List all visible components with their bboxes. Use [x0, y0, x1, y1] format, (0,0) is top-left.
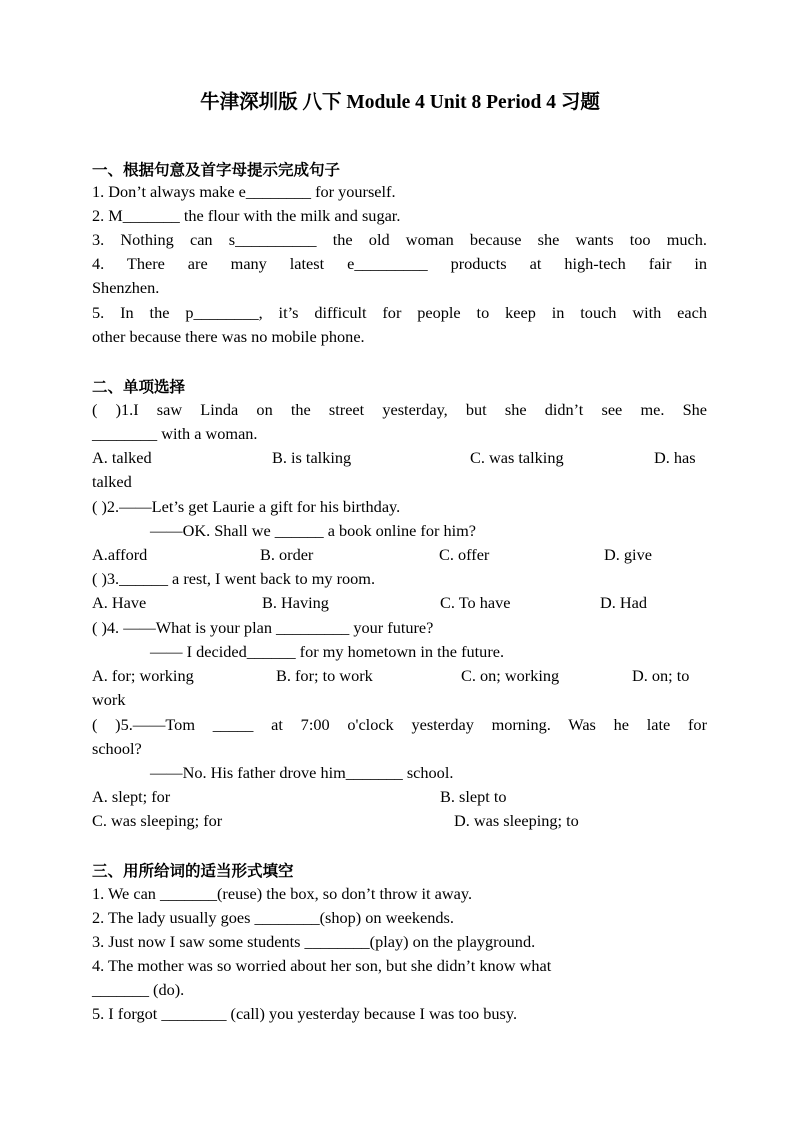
s1-line-2: 2. M_______ the flour with the milk and sugar.: [92, 206, 401, 225]
s3-line-6: 5. I forgot ________ (call) you yesterday because I was too busy.: [92, 1004, 518, 1023]
q3-option-b: B. Having: [262, 593, 329, 612]
s3-line-1: 1. We can _______(reuse) the box, so don’t throw it away.: [92, 884, 473, 903]
section2-heading: 二、单项选择: [92, 378, 186, 396]
q1-option-c: C. was talking: [470, 448, 564, 467]
q1-stem-1: ( )1.I saw Linda on the street yesterday, but she didn’t see me. She: [92, 400, 707, 419]
q3-stem-1: ( )3.______ a rest, I went back to my room.: [92, 569, 376, 588]
q1-option-a: A. talked: [92, 448, 152, 467]
s3-line-3: 3. Just now I saw some students ________(play) on the playground.: [92, 932, 536, 951]
q4-option-c: C. on; working: [461, 666, 560, 685]
q5-stem-1: ( )5.——Tom _____ at 7:00 o'clock yesterday morning. Was he late for: [92, 715, 707, 734]
page-title: 牛津深圳版 八下 Module 4 Unit 8 Period 4 习题: [200, 92, 600, 113]
q5-option-a: A. slept; for: [92, 787, 171, 806]
s3-line-5: _______ (do).: [92, 980, 185, 999]
s3-line-4: 4. The mother was so worried about her son, but she didn’t know what: [92, 956, 552, 975]
s1-line-6: 5. In the p________, it’s difficult for people to keep in touch with each: [92, 303, 707, 322]
section1-heading: 一、根据句意及首字母提示完成句子: [92, 161, 341, 179]
q1-option-d: D. has: [654, 448, 696, 467]
s3-line-2: 2. The lady usually goes ________(shop) on weekends.: [92, 908, 454, 927]
q1-option-d-wrap: talked: [92, 472, 132, 491]
q4-stem-1: ( )4. ——What is your plan _________ your future?: [92, 618, 434, 637]
q1-stem-2: ________ with a woman.: [92, 424, 258, 443]
q2-stem-1: ( )2.——Let’s get Laurie a gift for his birthday.: [92, 497, 401, 516]
q3-option-a: A. Have: [92, 593, 147, 612]
q4-option-a: A. for; working: [92, 666, 194, 685]
q2-option-d: D. give: [604, 545, 652, 564]
q2-option-b: B. order: [260, 545, 314, 564]
s1-line-3: 3. Nothing can s__________ the old woman because she wants too much.: [92, 230, 707, 249]
q1-option-b: B. is talking: [272, 448, 352, 467]
q2-option-c: C. offer: [439, 545, 490, 564]
section3-heading: 三、用所给词的适当形式填空: [92, 862, 294, 880]
s1-line-7: other because there was no mobile phone.: [92, 327, 365, 346]
q5-stem-1b: school?: [92, 739, 142, 758]
q2-option-a: A.afford: [92, 545, 148, 564]
q5-option-d: D. was sleeping; to: [454, 811, 579, 830]
q4-option-b: B. for; to work: [276, 666, 373, 685]
q2-stem-2: ——OK. Shall we ______ a book online for him?: [150, 521, 477, 540]
s1-line-4: 4. There are many latest e_________ products at high-tech fair in: [92, 254, 707, 273]
q4-stem-2: —— I decided______ for my hometown in the future.: [150, 642, 505, 661]
q5-option-b: B. slept to: [440, 787, 507, 806]
q5-option-c: C. was sleeping; for: [92, 811, 223, 830]
q4-option-d-wrap: work: [92, 690, 126, 709]
s1-line-1: 1. Don’t always make e________ for yourself.: [92, 182, 396, 201]
q5-stem-2: ——No. His father drove him_______ school.: [150, 763, 454, 782]
s1-line-5: Shenzhen.: [92, 278, 160, 297]
q4-option-d: D. on; to: [632, 666, 690, 685]
q3-option-c: C. To have: [440, 593, 511, 612]
q3-option-d: D. Had: [600, 593, 648, 612]
